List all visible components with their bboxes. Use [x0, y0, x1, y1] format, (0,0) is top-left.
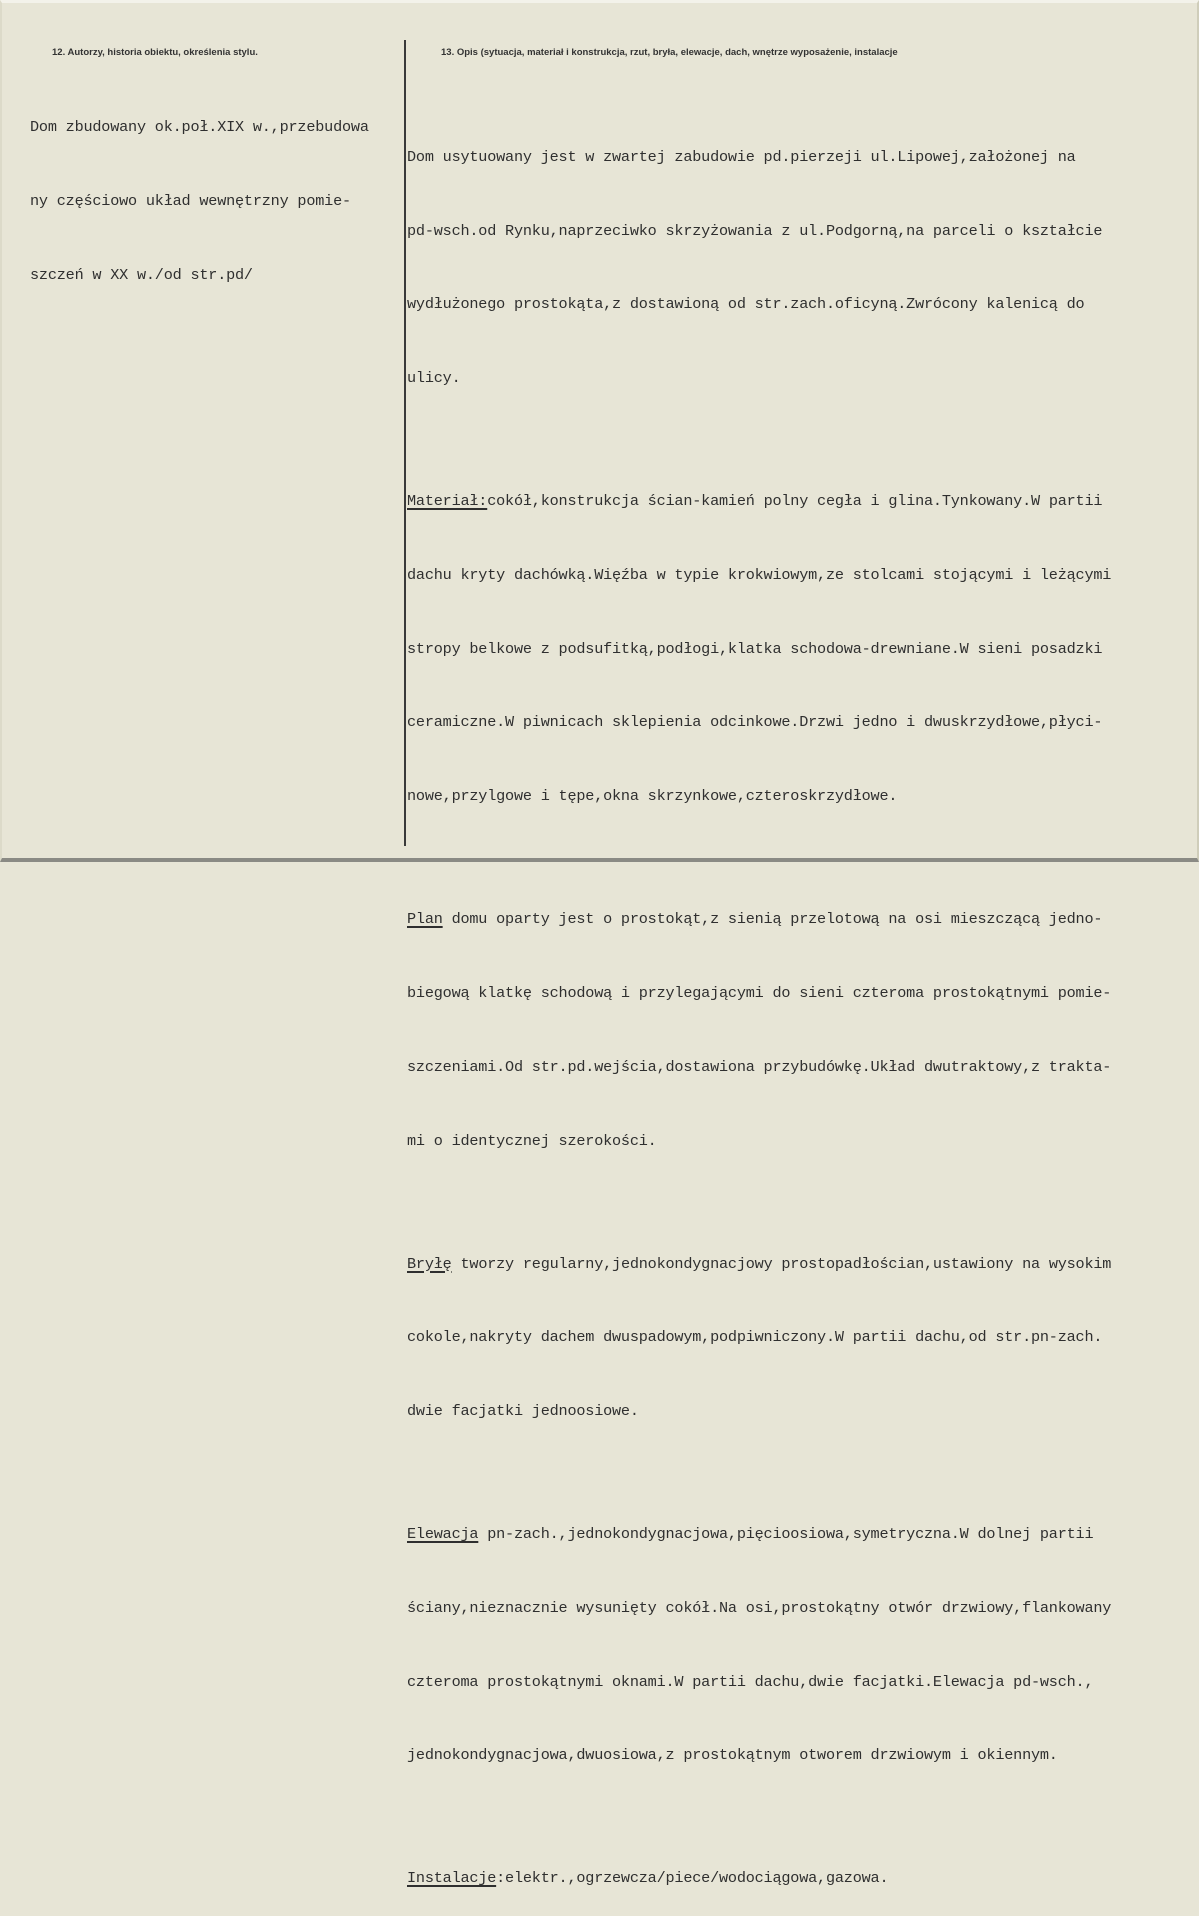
text-line: dwie facjatki jednoosiowe.	[407, 1402, 639, 1421]
text-line	[407, 1252, 1111, 1277]
text-fragment: :elektr.,ogrzewcza/piece/wodociągowa,gazowa.	[496, 1869, 889, 1888]
text-fragment: domu oparty jest o prostokąt,z sienią przelotową na osi mieszczącą jedno-	[442, 910, 1103, 929]
column-divider	[404, 40, 406, 846]
section-label-plan: Plan	[407, 910, 443, 929]
field-12-header: 12. Autorzy, historia obiektu, określenia stylu.	[52, 47, 258, 58]
text-line: czteroma prostokątnymi oknami.W partii dachu,dwie facjatki.Elewacja pd-wsch.,	[407, 1672, 1094, 1691]
text-line: szczeń w XX w./od str.pd/	[30, 265, 253, 284]
text-line: pd-wsch.od Rynku,naprzeciwko skrzyżowania z ul.Podgorną,na parceli o kształcie	[407, 221, 1103, 240]
text-fragment: tworzy regularny,jednokondygnacjowy prostopadłościan,ustawiony na wysokim	[451, 1254, 1112, 1273]
text-fragment: pn-zach.,jednokondygnacjowa,pięcioosiowa,symetryczna.W dolnej partii	[478, 1525, 1094, 1544]
text-line: ulicy.	[407, 369, 461, 388]
section-label-installations: Instalacje	[407, 1869, 497, 1888]
text-line: szczeniami.Od str.pd.wejścia,dostawiona przybudówkę.Układ dwutraktowy,z trakta-	[407, 1057, 1112, 1076]
text-line: mi o identycznej szerokości.	[407, 1131, 657, 1150]
text-line: ceramiczne.W piwnicach sklepienia odcinkowe.Drzwi jedno i dwuskrzydłowe,płyci-	[407, 713, 1103, 732]
text-line: Dom usytuowany jest w zwartej zabudowie pd.pierzeji ul.Lipowej,założonej na	[407, 147, 1076, 166]
text-line: stropy belkowe z podsufitką,podłogi,klatka schodowa-drewniane.W sieni posadzki	[407, 639, 1103, 658]
text-line: biegową klatkę schodową i przylegającymi do sieni czteroma prostokątnymi pomie-	[407, 983, 1112, 1002]
text-line: nowe,przylgowe i tępe,okna skrzynkowe,czteroskrzydłowe.	[407, 787, 898, 806]
section-label-elevation: Elewacja	[407, 1525, 479, 1544]
field-12-text	[30, 66, 369, 312]
text-line	[407, 489, 1111, 514]
text-line: ny częściowo układ wewnętrzny pomie-	[30, 191, 351, 210]
text-line	[407, 1866, 1111, 1891]
text-line	[407, 907, 1111, 932]
section-label-material: Materiał:	[407, 492, 488, 511]
text-line	[407, 1522, 1111, 1547]
text-line: cokole,nakryty dachem dwuspadowym,podpiwniczony.W partii dachu,od str.pn-zach.	[407, 1328, 1103, 1347]
text-line: Dom zbudowany ok.poł.XIX w.,przebudowa	[30, 118, 369, 137]
field-13-header: 13. Opis (sytuacja, materiał i konstrukcja, rzut, bryła, elewacje, dach, wnętrze wyposażenie, instalacje	[441, 47, 898, 58]
text-fragment: cokół,konstrukcja ścian-kamień polny cegła i glina.Tynkowany.W partii	[487, 492, 1103, 511]
text-line: wydłużonego prostokąta,z dostawioną od str.zach.oficyną.Zwrócony kalenicą do	[407, 295, 1085, 314]
section-label-massing: Bryłę	[407, 1254, 452, 1273]
text-line: jednokondygnacjowa,dwuosiowa,z prostokątnym otworem drzwiowym i okiennym.	[407, 1746, 1058, 1765]
text-line: ściany,nieznacznie wysunięty cokół.Na osi,prostokątny otwór drzwiowy,flankowany	[407, 1598, 1112, 1617]
text-line: dachu kryty dachówką.Więźba w typie krokwiowym,ze stolcami stojącymi i leżącymi	[407, 565, 1112, 584]
field-13-text	[407, 71, 1111, 1916]
